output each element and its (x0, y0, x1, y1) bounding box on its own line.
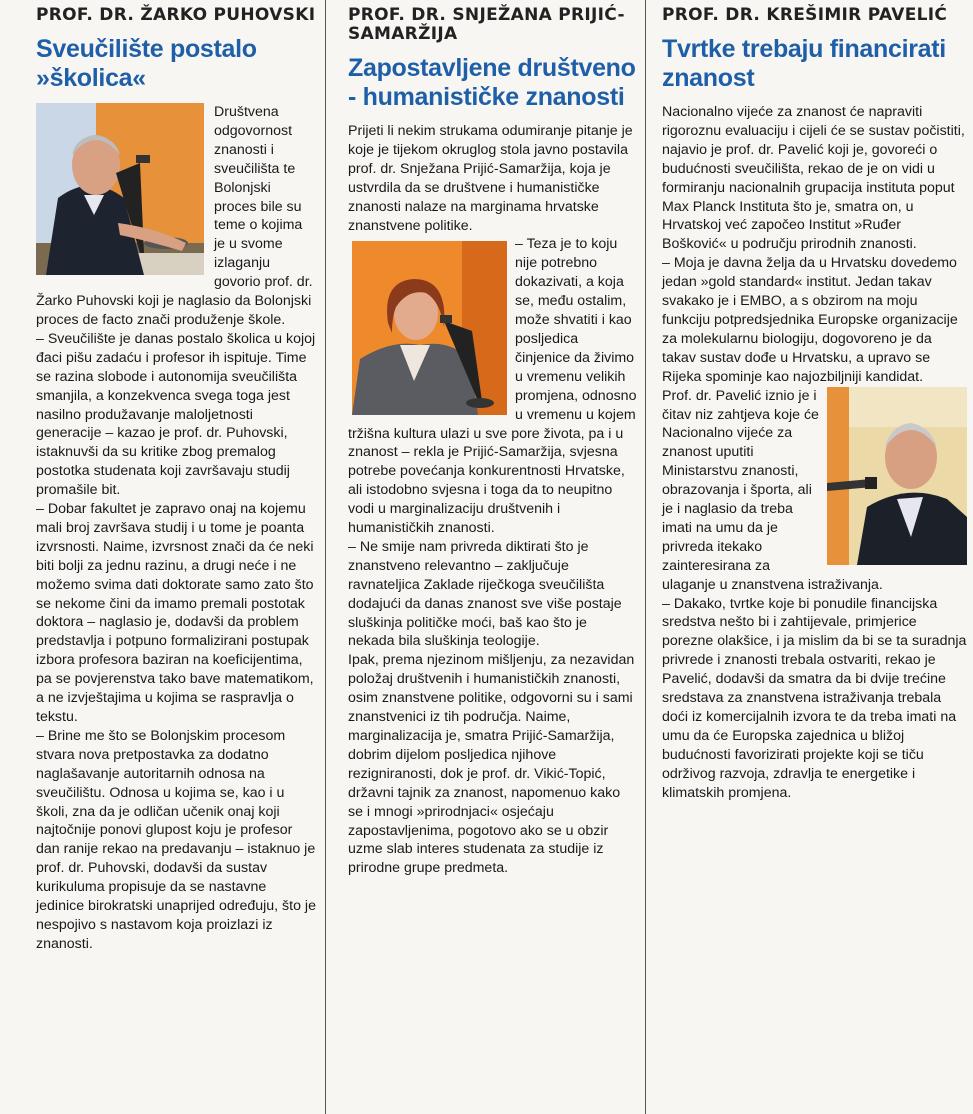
article-body (662, 103, 967, 803)
article-body (36, 103, 317, 954)
article-body (348, 122, 637, 878)
article-headline: Zapostavljene društveno - humanističke znanosti (348, 54, 636, 111)
article-headline: Tvrtke trebaju financirati znanost (662, 35, 946, 92)
article-paragraph: Prof. dr. Pavelić iznio je i čitav niz zahtjeva koje će Nacionalno vijeće za znanost uputiti Ministarstvu znanosti, obrazovanja i športa, ali je i naglasio da treba imati na umu da je privreda itekako zainteresirana za ulaganje u znanstvena istraživanja. (662, 387, 883, 593)
article-column-puhovski (0, 0, 325, 1114)
article-headline: Sveučilište postalo »školica« (36, 35, 257, 92)
article-column-pavelic (645, 0, 973, 1114)
article-column-prijic-samarzija (325, 0, 645, 1114)
article-paragraph: – Moja je davna želja da u Hrvatsku dovedemo jedan »gold standard« institut. Jedan takav svakako je i EMBO, a s obzirom na moju funkciju potpredsjednika Europske organizacije za molekularnu biologiju, dogovoreno je da takav sustav dođe u Hrvatsku, a upravo se Rijeka spominje kao najozbiljniji kandidat. (662, 255, 958, 385)
author-name: PROF. DR. ŽARKO PUHOVSKI (36, 5, 316, 25)
article-paragraph: – Sveučilište je danas postalo školica u kojoj đaci pišu zadaću i profesor ih ispituje. Time se razina slobode i autonomija sveučilišta smanjila, a konzekvenca svega toga jest nasilno produžavanje maloljetnosti generacije – kazao je prof. dr. Puhovski, istaknuvši da su kritike zbog premalog postotka studenata koji završavaju studij promašile bit. (36, 330, 316, 499)
article-paragraph: Ipak, prema njezinom mišljenju, za nezavidan položaj društvenih i humanističkih znanosti, osim znanstvene politike, odgovorni su i sami znanstvenici iz tih područja. Naime, marginalizacija je, smatra Prijić-Samaržija, dobrim dijelom posljedica njihove rezigniranosti, dok je prof. dr. Vikić-Topić, državni tajnik za znanost, napomenuo kako se i mnogi »prirodnjaci« osjećaju zapostavljenima, pogotovo ako se u obzir uzme slab interes studenata za studije iz prirodne grupe predmeta. (348, 652, 635, 877)
article-paragraph: Društvena odgovornost znanosti i sveučilišta te Bolonjski proces bile su teme o kojima je u svome izlaganju govorio prof. dr. Žarko Puhovski koji je naglasio da Bolonjski proces de facto znači produženje škole. (36, 104, 313, 328)
speaker-photo (352, 241, 507, 415)
article-paragraph: – Dakako, tvrtke koje bi ponudile financijska sredstva nešto bi i zahtijevale, primjerice porezne olakšice, i ja mislim da bi se ta suradnja privrede i znanosti trebala ostvariti, rekao je Pavelić, dodavši da smatra da bi dvije trećine sredstava za znanstvena istraživanja trebala doći iz komercijalnih izvora te da treba imati na umu da će Europska zajednica u bližoj budućnosti favorizirati projekte koji se tiču održivog razvoja, zdravlja te energetike i klimatskih promjena. (662, 595, 967, 801)
author-name: PROF. DR. SNJEŽANA PRIJIĆ-SAMARŽIJA (348, 5, 625, 44)
author-name: PROF. DR. KREŠIMIR PAVELIĆ (662, 5, 948, 25)
speaker-photo (36, 103, 204, 275)
article-paragraph: – Teza je to koju nije potrebno dokazivati, a koja se, među ostalim, može shvatiti i kao posljedica činjenice da živimo u vremenu velikih promjena, odnosno u vremenu u kojem tržišna kultura ulazi u sve pore života, pa i u znanost – rekla je Prijić-Samaržija, svjesna potrebe povećanja konkurentnosti Hrvatske, ali istodobno svjesna i toga da to neupitno vodi u marginalizaciju društvenih i humanističkih znanosti. (348, 236, 637, 537)
article-paragraph: Nacionalno vijeće za znanost će napraviti rigoroznu evaluaciju i cijeli će se sustav počistiti, najavio je prof. dr. Pavelić koji je, govoreći o budućnosti sveučilišta, rekao de je on vidi u formiranju nacionalnih grupacija instituta poput Max Planck Instituta što je, smatra on, u Hrvatskoj već započeo Institut »Ruđer Bošković« u području prirodnih znanosti. (662, 104, 965, 253)
article-paragraph: Prijeti li nekim strukama odumiranje pitanje je koje je tijekom okruglog stola javno postavila prof. dr. Snježana Prijić-Samaržija, koja je ustvrdila da se društvene i humanističke znanosti nalaze na marginama hrvatske znanstvene politike. (348, 123, 633, 234)
speaker-photo (827, 387, 967, 565)
article-paragraph: – Ne smije nam privreda diktirati što je znanstveno relevantno – zaključuje ravnateljica Zaklade riječkoga sveučilišta dodajući da danas znanost sve više postaje sluškinja političke moći, baš kao što je nekada bila sluškinja teologije. (348, 538, 622, 650)
article-paragraph: – Dobar fakultet je zapravo onaj na kojemu mali broj završava studij i u tome je poanta izvrsnosti. Naime, izvrsnost znači da će neki biti bolji za jednu razinu, a drugi neće i ne možemo svima dati doktorate samo zato što se nekome čini da imamo premali postotak doktora – naglasio je, dodavši da problem predstavlja i potpuno formalizirani postupak izbora profesora baziran na koeficijentima, pa se povjerenstva tako bave matematikom, a ne izvještajima u kojima se raspravlja o tekstu. (36, 501, 314, 725)
article-paragraph: – Brine me što se Bolonjskim procesom stvara nova pretpostavka za dodatno naglašavanje autoritarnih odnosa na sveučilištu. Odnosa u kojima se, kao i u školi, zna da je odličan učenik onaj koji najtočnije ponovi glupost koju je profesor dan ranije rekao na predavanju – istaknuo je prof. dr. Puhovski, dodavši da sustav kurikuluma propisuje da se nastavne jedinice birokratski unaprijed određuju, što je nespojivo s nastavom koja proizlazi iz znanosti. (36, 727, 316, 952)
